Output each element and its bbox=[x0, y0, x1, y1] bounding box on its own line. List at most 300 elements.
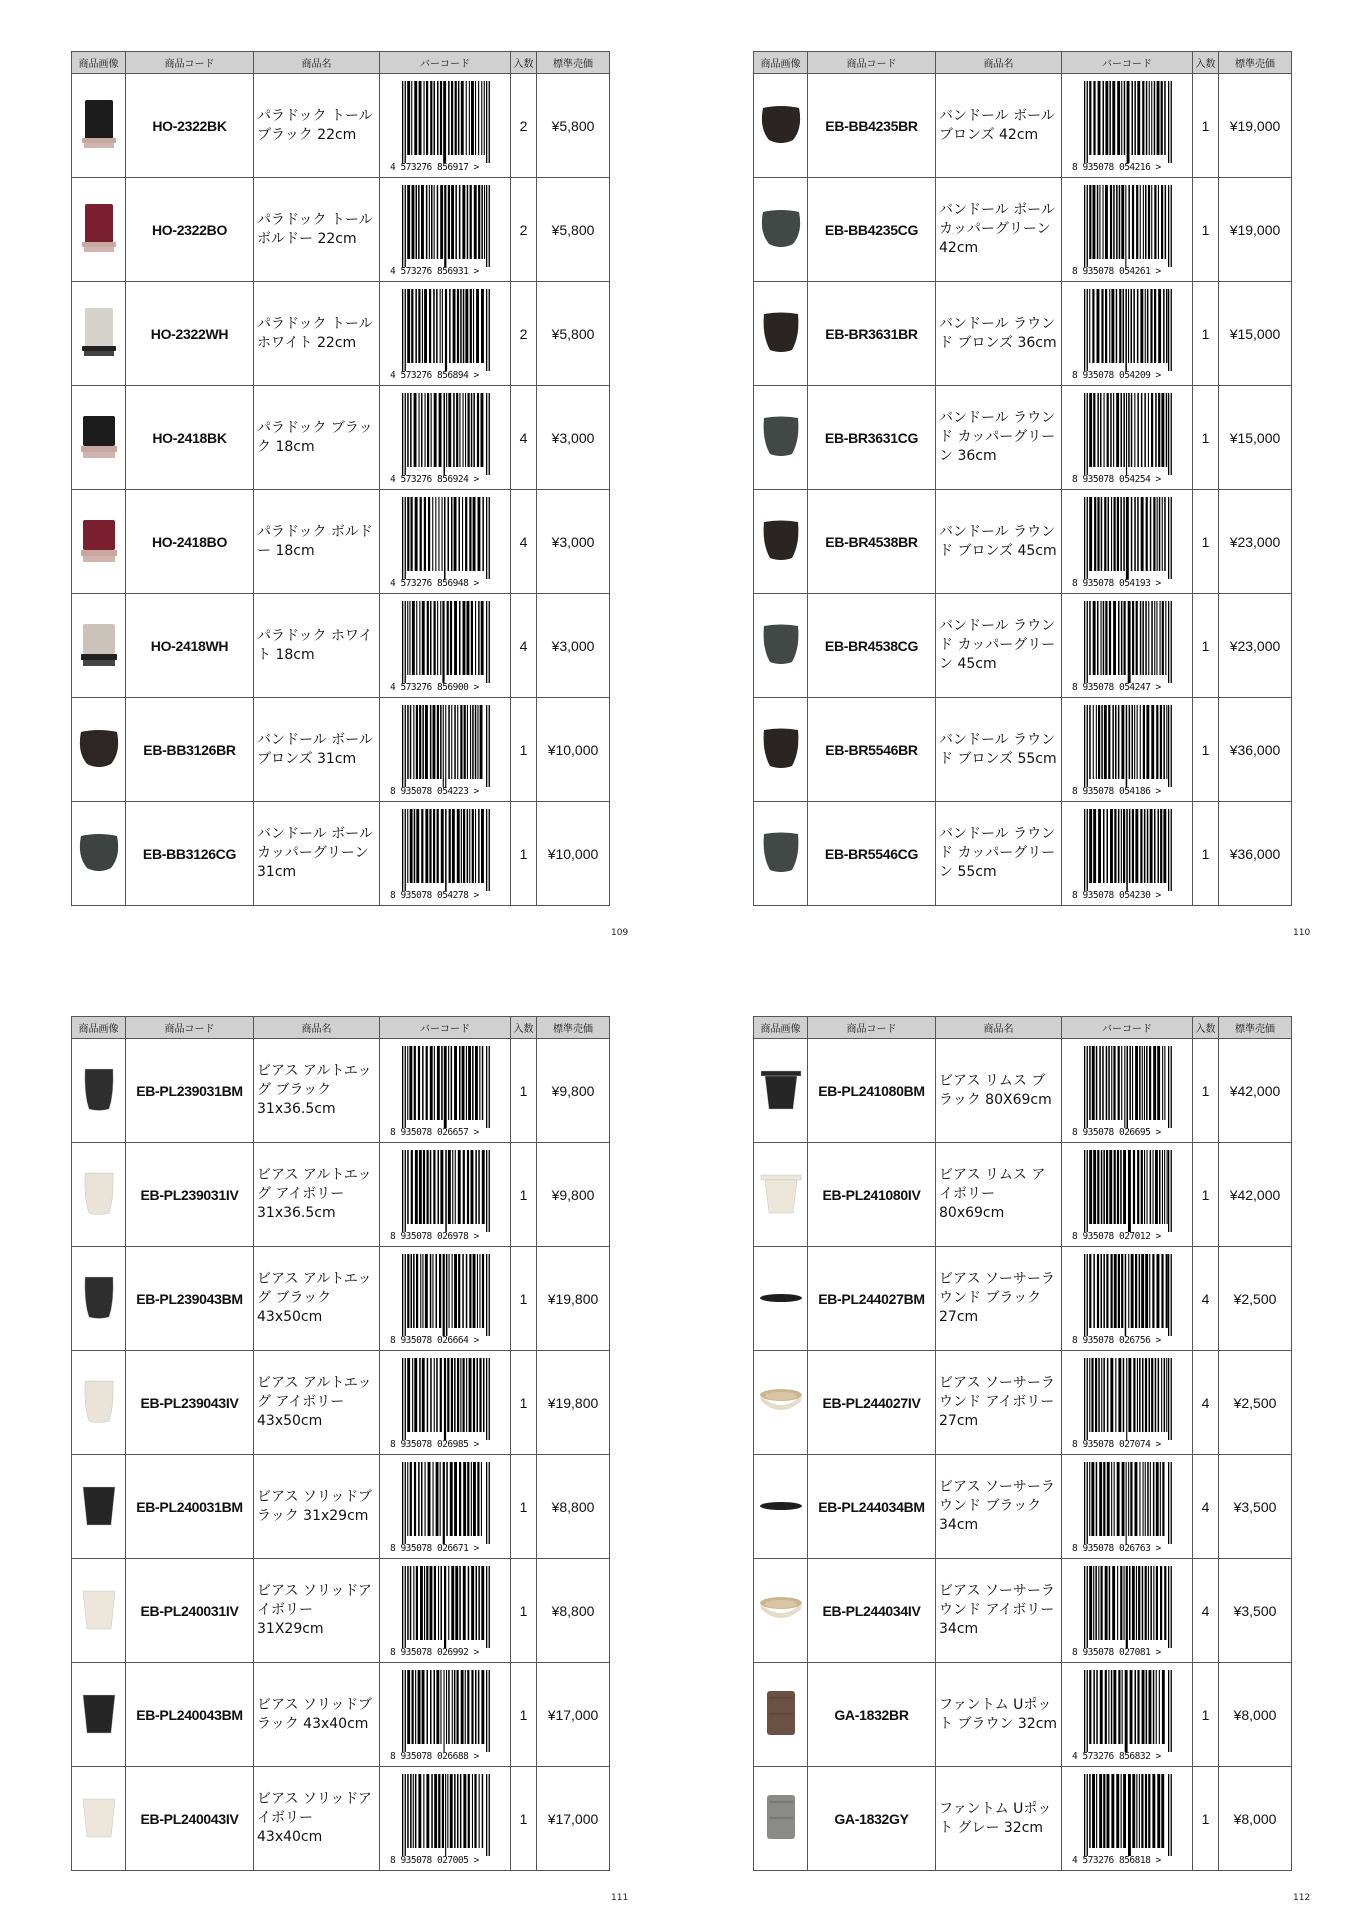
table-row bbox=[72, 74, 610, 178]
barcode-number: 8 935078 026756 > bbox=[1072, 1334, 1161, 1346]
product-image bbox=[72, 1559, 126, 1663]
product-name: ビアス ソリッドブラック 31x29cm bbox=[254, 1455, 380, 1559]
barcode bbox=[390, 1774, 500, 1864]
product-code: EB-BB4235BR bbox=[808, 74, 936, 178]
barcode bbox=[1072, 81, 1182, 171]
barcode-number: 4 573276 856900 > bbox=[390, 681, 479, 693]
barcode-number: 8 935078 054209 > bbox=[1072, 369, 1161, 381]
barcode-cell bbox=[380, 1351, 511, 1455]
standard-price: ¥15,000 bbox=[1219, 282, 1292, 386]
barcode-bars bbox=[390, 393, 500, 475]
barcode-cell bbox=[1062, 698, 1193, 802]
pot-photo-icon bbox=[757, 302, 805, 362]
product-table bbox=[753, 51, 1292, 906]
product-name: ビアス リムス ブラック 80X69cm bbox=[936, 1039, 1062, 1143]
product-code: EB-BR3631CG bbox=[808, 386, 936, 490]
table-row bbox=[754, 386, 1292, 490]
table-row bbox=[754, 1351, 1292, 1455]
barcode-cell bbox=[1062, 1143, 1193, 1247]
column-header: 商品画像 bbox=[72, 1017, 126, 1039]
standard-price: ¥19,000 bbox=[1219, 178, 1292, 282]
product-name: ビアス ソーサーラウンド アイボリー 34cm bbox=[936, 1559, 1062, 1663]
pack-quantity: 1 bbox=[511, 1663, 537, 1767]
table-row bbox=[754, 698, 1292, 802]
barcode-number: 8 935078 054230 > bbox=[1072, 889, 1161, 901]
barcode-number: 8 935078 026763 > bbox=[1072, 1542, 1161, 1554]
barcode-number: 8 935078 054186 > bbox=[1072, 785, 1161, 797]
barcode bbox=[1072, 1046, 1182, 1136]
pack-quantity: 1 bbox=[1193, 1039, 1219, 1143]
pot-photo-icon bbox=[75, 1163, 123, 1223]
barcode-number: 4 573276 856818 > bbox=[1072, 1854, 1161, 1866]
product-table bbox=[71, 1016, 610, 1871]
pot-photo-icon bbox=[757, 1371, 805, 1431]
barcode-number: 8 935078 054223 > bbox=[390, 785, 479, 797]
product-name: ビアス ソリッドブラック 43x40cm bbox=[254, 1663, 380, 1767]
table-body bbox=[754, 1039, 1292, 1871]
product-image bbox=[72, 282, 126, 386]
pack-quantity: 1 bbox=[511, 1767, 537, 1871]
product-name: バンドール ラウンド カッパーグリーン 45cm bbox=[936, 594, 1062, 698]
product-table bbox=[71, 51, 610, 906]
barcode bbox=[390, 809, 500, 899]
column-header: 商品名 bbox=[254, 1017, 380, 1039]
barcode bbox=[1072, 809, 1182, 899]
standard-price: ¥8,000 bbox=[1219, 1663, 1292, 1767]
product-name: ビアス リムス アイボリー 80x69cm bbox=[936, 1143, 1062, 1247]
table-row bbox=[754, 1455, 1292, 1559]
pot-photo-icon bbox=[75, 302, 123, 362]
product-image bbox=[754, 282, 808, 386]
barcode bbox=[390, 1670, 500, 1760]
barcode-bars bbox=[1072, 289, 1182, 371]
pack-quantity: 1 bbox=[511, 1143, 537, 1247]
product-code: HO-2322WH bbox=[126, 282, 254, 386]
table-row bbox=[72, 802, 610, 906]
standard-price: ¥23,000 bbox=[1219, 594, 1292, 698]
product-code: GA-1832GY bbox=[808, 1767, 936, 1871]
barcode-bars bbox=[1072, 705, 1182, 787]
standard-price: ¥9,800 bbox=[537, 1143, 610, 1247]
page-number: 109 bbox=[611, 928, 629, 938]
barcode-cell bbox=[1062, 802, 1193, 906]
product-image bbox=[754, 386, 808, 490]
barcode bbox=[1072, 705, 1182, 795]
barcode bbox=[1072, 185, 1182, 275]
barcode-number: 4 573276 856832 > bbox=[1072, 1750, 1161, 1762]
product-image bbox=[754, 1143, 808, 1247]
barcode-cell bbox=[380, 1455, 511, 1559]
product-code: EB-PL239043IV bbox=[126, 1351, 254, 1455]
standard-price: ¥3,500 bbox=[1219, 1559, 1292, 1663]
product-image bbox=[754, 1351, 808, 1455]
barcode-cell bbox=[1062, 1351, 1193, 1455]
product-code: EB-BR3631BR bbox=[808, 282, 936, 386]
pack-quantity: 1 bbox=[1193, 698, 1219, 802]
product-image bbox=[72, 802, 126, 906]
pot-photo-icon bbox=[757, 94, 805, 154]
barcode bbox=[390, 1566, 500, 1656]
barcode-number: 8 935078 026985 > bbox=[390, 1438, 479, 1450]
barcode-cell bbox=[1062, 1767, 1193, 1871]
pack-quantity: 2 bbox=[511, 74, 537, 178]
product-name: バンドール ラウンド ブロンズ 55cm bbox=[936, 698, 1062, 802]
product-code: EB-BR5546CG bbox=[808, 802, 936, 906]
product-image bbox=[754, 1247, 808, 1351]
product-name: ビアス ソリッドアイボリー 43x40cm bbox=[254, 1767, 380, 1871]
product-image bbox=[72, 1039, 126, 1143]
header-row bbox=[72, 1017, 610, 1039]
product-name: パラドック ボルドー 18cm bbox=[254, 490, 380, 594]
table-row bbox=[754, 74, 1292, 178]
table-header bbox=[72, 52, 610, 74]
pack-quantity: 1 bbox=[1193, 802, 1219, 906]
product-code: EB-BR4538BR bbox=[808, 490, 936, 594]
product-name: バンドール ラウンド ブロンズ 45cm bbox=[936, 490, 1062, 594]
product-code: EB-PL240031BM bbox=[126, 1455, 254, 1559]
barcode-bars bbox=[390, 289, 500, 371]
product-image bbox=[754, 490, 808, 594]
barcode bbox=[1072, 393, 1182, 483]
standard-price: ¥5,800 bbox=[537, 282, 610, 386]
barcode-bars bbox=[1072, 81, 1182, 163]
pot-photo-icon bbox=[75, 1059, 123, 1119]
barcode bbox=[1072, 1566, 1182, 1656]
standard-price: ¥3,500 bbox=[1219, 1455, 1292, 1559]
barcode-number: 8 935078 026657 > bbox=[390, 1126, 479, 1138]
product-name: バンドール ラウンド ブロンズ 36cm bbox=[936, 282, 1062, 386]
barcode-cell bbox=[1062, 1247, 1193, 1351]
table-row bbox=[72, 1247, 610, 1351]
pot-photo-icon bbox=[757, 718, 805, 778]
standard-price: ¥19,800 bbox=[537, 1351, 610, 1455]
barcode-number: 4 573276 856931 > bbox=[390, 265, 479, 277]
pack-quantity: 2 bbox=[511, 282, 537, 386]
product-code: EB-PL240043IV bbox=[126, 1767, 254, 1871]
header-row bbox=[754, 1017, 1292, 1039]
barcode-bars bbox=[1072, 1046, 1182, 1128]
page-number: 110 bbox=[1293, 928, 1311, 938]
standard-price: ¥19,800 bbox=[537, 1247, 610, 1351]
catalog-page-110 bbox=[753, 51, 1291, 906]
column-header: 商品コード bbox=[808, 52, 936, 74]
barcode bbox=[390, 185, 500, 275]
barcode bbox=[390, 1254, 500, 1344]
pack-quantity: 1 bbox=[511, 1559, 537, 1663]
barcode bbox=[1072, 1462, 1182, 1552]
standard-price: ¥3,000 bbox=[537, 594, 610, 698]
barcode-bars bbox=[390, 1046, 500, 1128]
table-row bbox=[754, 1767, 1292, 1871]
barcode bbox=[1072, 497, 1182, 587]
standard-price: ¥36,000 bbox=[1219, 802, 1292, 906]
standard-price: ¥17,000 bbox=[537, 1767, 610, 1871]
barcode-bars bbox=[1072, 1566, 1182, 1648]
barcode bbox=[390, 393, 500, 483]
column-header: 入数 bbox=[511, 1017, 537, 1039]
barcode bbox=[390, 289, 500, 379]
pot-photo-icon bbox=[75, 1683, 123, 1743]
product-image bbox=[72, 1767, 126, 1871]
barcode-number: 8 935078 054278 > bbox=[390, 889, 479, 901]
product-table bbox=[753, 1016, 1292, 1871]
table-row bbox=[72, 698, 610, 802]
product-name: バンドール ボール ブロンズ 31cm bbox=[254, 698, 380, 802]
barcode-cell bbox=[380, 386, 511, 490]
product-name: バンドール ラウンド カッパーグリーン 55cm bbox=[936, 802, 1062, 906]
product-name: ビアス ソリッドアイボリー 31X29cm bbox=[254, 1559, 380, 1663]
product-image bbox=[72, 698, 126, 802]
barcode-cell bbox=[380, 1663, 511, 1767]
barcode-number: 8 935078 027012 > bbox=[1072, 1230, 1161, 1242]
pack-quantity: 4 bbox=[511, 594, 537, 698]
product-image bbox=[72, 386, 126, 490]
pot-photo-icon bbox=[757, 406, 805, 466]
product-image bbox=[72, 490, 126, 594]
table-row bbox=[72, 386, 610, 490]
pot-photo-icon bbox=[757, 1163, 805, 1223]
column-header: 商品名 bbox=[936, 52, 1062, 74]
product-image bbox=[754, 802, 808, 906]
table-row bbox=[72, 1767, 610, 1871]
standard-price: ¥15,000 bbox=[1219, 386, 1292, 490]
standard-price: ¥3,000 bbox=[537, 386, 610, 490]
product-code: EB-PL239031IV bbox=[126, 1143, 254, 1247]
pack-quantity: 1 bbox=[511, 1455, 537, 1559]
pack-quantity: 1 bbox=[1193, 386, 1219, 490]
product-code: EB-BR5546BR bbox=[808, 698, 936, 802]
standard-price: ¥10,000 bbox=[537, 802, 610, 906]
pack-quantity: 1 bbox=[1193, 1143, 1219, 1247]
product-code: EB-PL240043BM bbox=[126, 1663, 254, 1767]
table-body bbox=[72, 74, 610, 906]
barcode-bars bbox=[390, 1462, 500, 1544]
product-image bbox=[754, 178, 808, 282]
pot-photo-icon bbox=[757, 1267, 805, 1327]
table-row bbox=[754, 1663, 1292, 1767]
standard-price: ¥2,500 bbox=[1219, 1247, 1292, 1351]
pot-photo-icon bbox=[757, 198, 805, 258]
column-header: 標準売価 bbox=[537, 1017, 610, 1039]
column-header: 標準売価 bbox=[1219, 1017, 1292, 1039]
pack-quantity: 1 bbox=[511, 1039, 537, 1143]
table-row bbox=[754, 594, 1292, 698]
barcode bbox=[390, 1046, 500, 1136]
column-header: バーコード bbox=[1062, 52, 1193, 74]
header-row bbox=[754, 52, 1292, 74]
barcode-bars bbox=[1072, 1358, 1182, 1440]
pot-photo-icon bbox=[75, 822, 123, 882]
column-header: バーコード bbox=[1062, 1017, 1193, 1039]
pack-quantity: 4 bbox=[511, 490, 537, 594]
column-header: バーコード bbox=[380, 52, 511, 74]
pot-photo-icon bbox=[75, 718, 123, 778]
product-name: パラドック トール ホワイト 22cm bbox=[254, 282, 380, 386]
barcode bbox=[390, 1462, 500, 1552]
product-image bbox=[754, 1663, 808, 1767]
table-row bbox=[72, 1039, 610, 1143]
standard-price: ¥42,000 bbox=[1219, 1039, 1292, 1143]
barcode-bars bbox=[1072, 1150, 1182, 1232]
pot-photo-icon bbox=[75, 1579, 123, 1639]
product-code: EB-PL241080BM bbox=[808, 1039, 936, 1143]
standard-price: ¥8,800 bbox=[537, 1559, 610, 1663]
product-image bbox=[754, 698, 808, 802]
barcode-number: 8 935078 027005 > bbox=[390, 1854, 479, 1866]
product-name: バンドール ボール ブロンズ 42cm bbox=[936, 74, 1062, 178]
standard-price: ¥9,800 bbox=[537, 1039, 610, 1143]
barcode-cell bbox=[380, 178, 511, 282]
product-code: GA-1832BR bbox=[808, 1663, 936, 1767]
table-header bbox=[754, 52, 1292, 74]
table-row bbox=[754, 1143, 1292, 1247]
pack-quantity: 1 bbox=[1193, 282, 1219, 386]
standard-price: ¥8,800 bbox=[537, 1455, 610, 1559]
barcode-cell bbox=[1062, 1559, 1193, 1663]
barcode-cell bbox=[380, 490, 511, 594]
table-row bbox=[72, 1143, 610, 1247]
product-name: バンドール ボール カッパーグリーン 31cm bbox=[254, 802, 380, 906]
barcode-number: 8 935078 026695 > bbox=[1072, 1126, 1161, 1138]
product-image bbox=[72, 1663, 126, 1767]
standard-price: ¥36,000 bbox=[1219, 698, 1292, 802]
product-code: EB-PL240031IV bbox=[126, 1559, 254, 1663]
pot-photo-icon bbox=[757, 1787, 805, 1847]
barcode-number: 4 573276 856894 > bbox=[390, 369, 479, 381]
barcode-bars bbox=[1072, 1462, 1182, 1544]
product-name: パラドック ホワイト 18cm bbox=[254, 594, 380, 698]
standard-price: ¥5,800 bbox=[537, 74, 610, 178]
column-header: 商品画像 bbox=[754, 1017, 808, 1039]
barcode-number: 8 935078 054216 > bbox=[1072, 161, 1161, 173]
pot-photo-icon bbox=[75, 406, 123, 466]
product-name: パラドック トール ボルドー 22cm bbox=[254, 178, 380, 282]
barcode-bars bbox=[390, 497, 500, 579]
table-row bbox=[72, 1351, 610, 1455]
product-name: ファントム Uポット グレー 32cm bbox=[936, 1767, 1062, 1871]
barcode-number: 8 935078 027074 > bbox=[1072, 1438, 1161, 1450]
barcode-cell bbox=[380, 594, 511, 698]
barcode-number: 8 935078 026664 > bbox=[390, 1334, 479, 1346]
barcode-cell bbox=[380, 1767, 511, 1871]
barcode-bars bbox=[390, 1150, 500, 1232]
pot-photo-icon bbox=[757, 1475, 805, 1535]
product-image bbox=[754, 1767, 808, 1871]
pack-quantity: 1 bbox=[1193, 1663, 1219, 1767]
column-header: 標準売価 bbox=[1219, 52, 1292, 74]
product-image bbox=[72, 74, 126, 178]
column-header: 標準売価 bbox=[537, 52, 610, 74]
barcode-cell bbox=[380, 802, 511, 906]
header-row bbox=[72, 52, 610, 74]
barcode-bars bbox=[390, 1358, 500, 1440]
barcode-cell bbox=[380, 1039, 511, 1143]
product-name: ビアス アルトエッグ ブラック 31x36.5cm bbox=[254, 1039, 380, 1143]
pack-quantity: 4 bbox=[1193, 1559, 1219, 1663]
pack-quantity: 4 bbox=[1193, 1455, 1219, 1559]
barcode-cell bbox=[380, 282, 511, 386]
product-image bbox=[72, 178, 126, 282]
product-image bbox=[72, 1455, 126, 1559]
product-name: バンドール ラウンド カッパーグリーン 36cm bbox=[936, 386, 1062, 490]
product-image bbox=[754, 1039, 808, 1143]
barcode-number: 8 935078 026992 > bbox=[390, 1646, 479, 1658]
pot-photo-icon bbox=[757, 614, 805, 674]
barcode-number: 8 935078 026978 > bbox=[390, 1230, 479, 1242]
table-row bbox=[754, 1559, 1292, 1663]
barcode-bars bbox=[390, 1670, 500, 1752]
product-name: パラドック ブラック 18cm bbox=[254, 386, 380, 490]
product-code: EB-PL241080IV bbox=[808, 1143, 936, 1247]
product-name: ファントム Uポット ブラウン 32cm bbox=[936, 1663, 1062, 1767]
barcode-bars bbox=[1072, 1254, 1182, 1336]
product-image bbox=[72, 1143, 126, 1247]
standard-price: ¥3,000 bbox=[537, 490, 610, 594]
product-name: パラドック トール ブラック 22cm bbox=[254, 74, 380, 178]
barcode-bars bbox=[390, 1566, 500, 1648]
pack-quantity: 1 bbox=[1193, 74, 1219, 178]
pot-photo-icon bbox=[757, 1059, 805, 1119]
standard-price: ¥42,000 bbox=[1219, 1143, 1292, 1247]
product-code: HO-2322BO bbox=[126, 178, 254, 282]
table-row bbox=[72, 1559, 610, 1663]
pot-photo-icon bbox=[757, 510, 805, 570]
table-row bbox=[72, 178, 610, 282]
pack-quantity: 1 bbox=[511, 1247, 537, 1351]
pot-photo-icon bbox=[75, 1787, 123, 1847]
barcode bbox=[1072, 1358, 1182, 1448]
barcode bbox=[1072, 601, 1182, 691]
standard-price: ¥19,000 bbox=[1219, 74, 1292, 178]
catalog-page-109 bbox=[71, 51, 609, 906]
barcode-cell bbox=[1062, 282, 1193, 386]
barcode bbox=[390, 81, 500, 171]
table-row bbox=[754, 178, 1292, 282]
barcode-bars bbox=[390, 705, 500, 787]
pot-photo-icon bbox=[75, 1371, 123, 1431]
table-row bbox=[754, 1247, 1292, 1351]
pack-quantity: 1 bbox=[511, 698, 537, 802]
product-name: ビアス ソーサーラウンド アイボリー 27cm bbox=[936, 1351, 1062, 1455]
standard-price: ¥23,000 bbox=[1219, 490, 1292, 594]
pot-photo-icon bbox=[75, 510, 123, 570]
standard-price: ¥2,500 bbox=[1219, 1351, 1292, 1455]
pot-photo-icon bbox=[757, 1579, 805, 1639]
barcode-bars bbox=[1072, 497, 1182, 579]
table-row bbox=[72, 1455, 610, 1559]
product-name: ビアス アルトエッグ アイボリー31x36.5cm bbox=[254, 1143, 380, 1247]
barcode-cell bbox=[1062, 1039, 1193, 1143]
column-header: 商品コード bbox=[808, 1017, 936, 1039]
pack-quantity: 1 bbox=[1193, 1767, 1219, 1871]
table-row bbox=[754, 802, 1292, 906]
standard-price: ¥10,000 bbox=[537, 698, 610, 802]
catalog-page-112 bbox=[753, 1016, 1291, 1871]
barcode-bars bbox=[390, 1254, 500, 1336]
pot-photo-icon bbox=[75, 198, 123, 258]
table-row bbox=[72, 594, 610, 698]
barcode-bars bbox=[1072, 1670, 1182, 1752]
page-number: 112 bbox=[1293, 1893, 1311, 1903]
barcode-number: 8 935078 054193 > bbox=[1072, 577, 1161, 589]
pack-quantity: 1 bbox=[511, 802, 537, 906]
product-image bbox=[754, 594, 808, 698]
barcode-cell bbox=[380, 1143, 511, 1247]
product-code: EB-PL244027IV bbox=[808, 1351, 936, 1455]
barcode bbox=[390, 705, 500, 795]
barcode-number: 8 935078 027081 > bbox=[1072, 1646, 1161, 1658]
standard-price: ¥5,800 bbox=[537, 178, 610, 282]
